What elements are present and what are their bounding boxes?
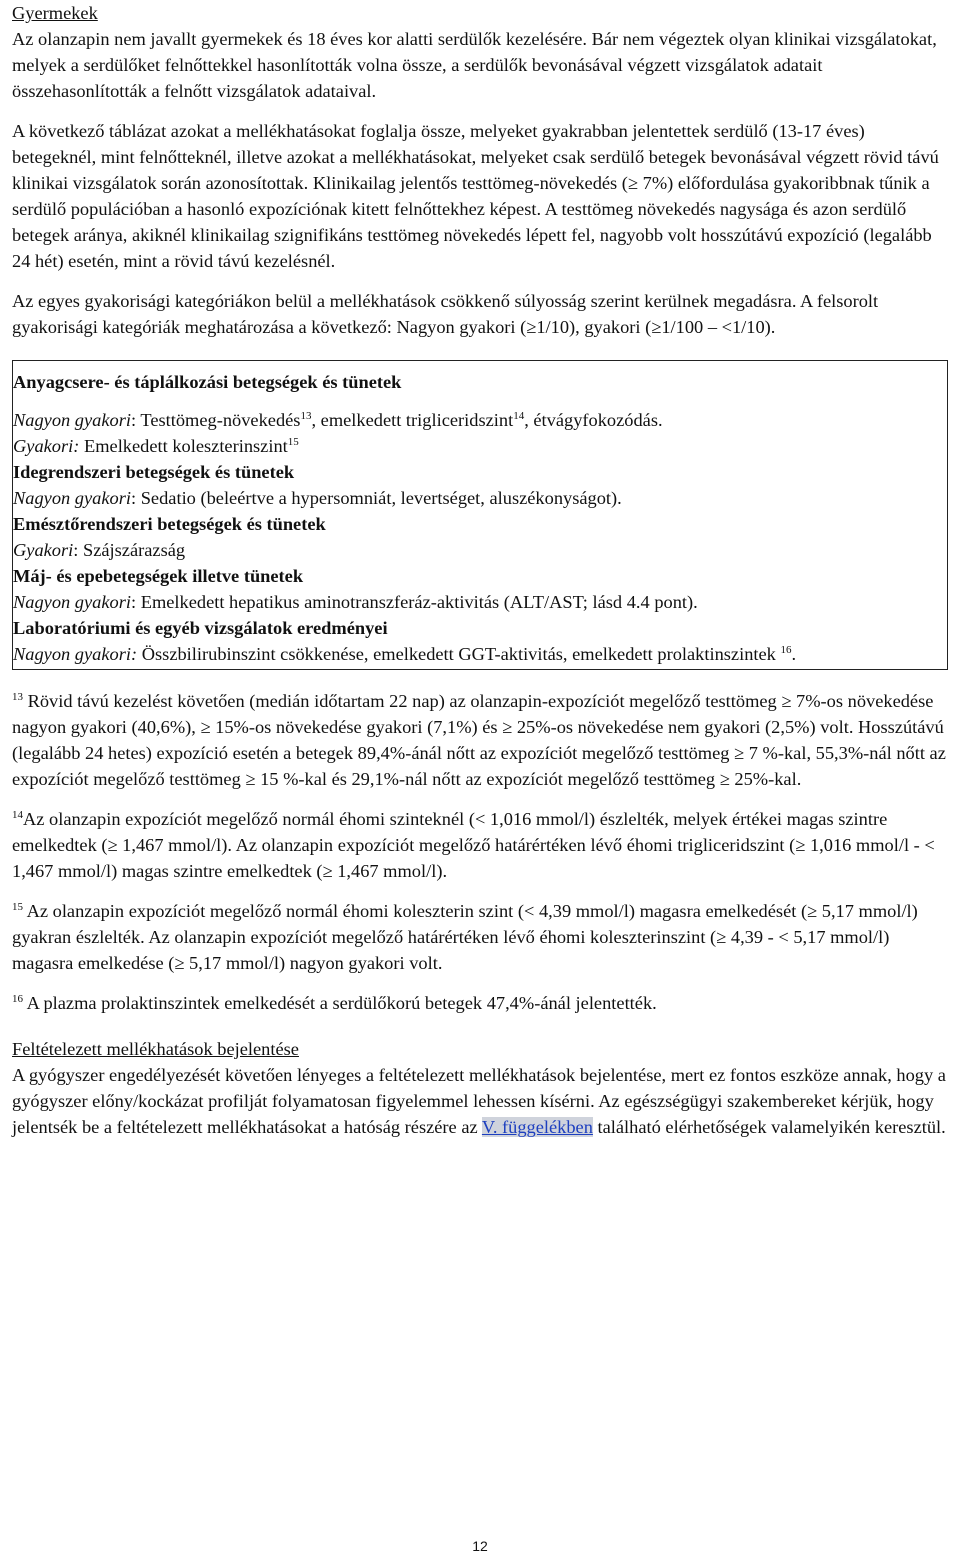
footnote-number: 14 [12, 809, 23, 821]
frequency-label: Nagyon gyakori: [13, 644, 138, 664]
frequency-label: Nagyon gyakori [13, 410, 131, 430]
metabolism-very-common-row: Nagyon gyakori: Testtömeg-növekedés$^{13}$, emelkedett trigliceridszint$^{14}$, étvágyfokozódás. [13, 410, 663, 430]
appendix-v-link[interactable]: V. függelékben [481, 1117, 593, 1137]
children-heading: Gyermekek [12, 3, 98, 23]
liver-heading: Máj- és epebetegségek illetve tünetek [13, 566, 304, 586]
footnote-13: $^{13}$ Rövid távú kezelést követően (medián időtartam 22 nap) az olanzapin-expozíciót megelőző testtömeg ≥ 7%-os növekedése nagyon gyakori (40,6%), ≥ 15%-os növekedése gyakori (7,1%) és ≥ 25%-os növekedése nem gyakori (2,5%) volt. Hosszútávú (legalább 24 hetes) expozíció esetén a betegek 89,4%-ánál nőtt az expozíciót megelőző testtömeg ≥ 7 %-kal, 55,3%-nál nőtt az expozíciót megelőző testtömeg ≥ 15 %-kal és 29,1%-nál nőtt az expozíciót megelőző testtömeg ≥ 25%-kal. [12, 691, 946, 789]
footnote-number: 16 [12, 993, 23, 1005]
reporting-heading: Feltételezett mellékhatások bejelentése [12, 1039, 299, 1059]
metabolism-heading: Anyagcsere- és táplálkozási betegségek és tünetek [13, 372, 402, 392]
page-number: 12 [472, 1538, 488, 1554]
metabolism-common-row: Gyakori: Emelkedett koleszterinszint$^{15}$ [13, 436, 299, 456]
footnote-ref: 16 [780, 644, 792, 656]
frequency-label: Gyakori [13, 540, 74, 560]
nervous-heading: Idegrendszeri betegségek és tünetek [13, 462, 295, 482]
footnote-ref: 15 [287, 436, 299, 448]
frequency-label: Nagyon gyakori [13, 488, 131, 508]
footnote-14: $^{14}$Az olanzapin expozíciót megelőző normál éhomi szinteknél (< 1,016 mmol/l) észlelték, melyek értékei magas szintre emelkedtek (≥ 1,467 mmol/l). Az olanzapin expozíciót megelőző határértéken lévő éhomi trigliceridszint (≥ 1,016 mmol/l - < 1,467 mmol/l) magas szintre emelkedtek (≥ 1,467 mmol/l). [12, 809, 935, 881]
table-intro-paragraph: A következő táblázat azokat a mellékhatásokat foglalja össze, melyeket gyakrabban jelentettek serdülő (13-17 éves) betegeknél, mint felnőtteknél, illetve azokat a mellékhatásokat, melyeket csak serdülő betegek bevonásával végzett rövid távú klinikai vizsgálatok során azonosítottak. Klinikailag jelentős testtömeg-növekedés (≥ 7%) előfordulása gyakoribbnak tűnik a serdülő populációban a hasonló expozíciónak kitett felnőttekhez képest. A testtömeg növekedés nagysága és azon serdülő betegek aránya, akiknél klinikailag szignifikáns testtömeg növekedés lépett fel, nagyobb volt hosszútávú expozíció (legalább 24 hét) esetén, mint a rövid távú kezelésnél. [12, 121, 939, 271]
gi-heading: Emésztőrendszeri betegségek és tünetek [13, 514, 326, 534]
children-paragraph: Az olanzapin nem javallt gyermekek és 18 éves kor alatti serdülők kezelésére. Bár nem végeztek olyan klinikai vizsgálatokat, melyek a serdülőket felnőttekkel hasonlították volna össze, a serdülők bevonásával végzett vizsgálatok adatait összehasonlították a felnőtt vizsgálatok adataival. [12, 29, 937, 101]
footnote-15: $^{15}$ Az olanzapin expozíciót megelőző normál éhomi koleszterin szint (< 4,39 mmol/l) magasra emelkedését (≥ 5,17 mmol/l) gyakran észlelték. Az olanzapin expozíciót megelőző határértéken lévő éhomi koleszterinszint (≥ 4,39 - < 5,17 mmol/l) magasra emelkedése (≥ 5,17 mmol/l) nagyon gyakori volt. [12, 901, 918, 973]
lab-row: Nagyon gyakori: Összbilirubinszint csökkenése, emelkedett GGT-aktivitás, emelkedett prolaktinszintek $^{16}$. [13, 644, 797, 664]
nervous-row: Nagyon gyakori: Sedatio (beleértve a hypersomniát, levertséget, aluszékonyságot). [13, 488, 622, 508]
lab-heading: Laboratóriumi és egyéb vizsgálatok eredményei [13, 618, 388, 638]
gi-row: Gyakori: Szájszárazság [13, 540, 186, 560]
footnote-number: 13 [12, 691, 23, 703]
liver-row: Nagyon gyakori: Emelkedett hepatikus aminotranszferáz-aktivitás (ALT/AST; lásd 4.4 pont). [13, 592, 698, 612]
footnote-ref: 14 [513, 410, 525, 422]
frequency-paragraph: Az egyes gyakorisági kategóriákon belül a mellékhatások csökkenő súlyosság szerint kerülnek megadásra. A felsorolt gyakorisági kategóriák meghatározása a következő: Nagyon gyakori (≥1/10), gyakori (≥1/100 – <1/10). [12, 291, 879, 337]
footnote-16: $^{16}$ A plazma prolaktinszintek emelkedését a serdülőkorú betegek 47,4%-ánál jelentették. [12, 993, 657, 1013]
document-page [12, 0, 948, 1140]
footnote-number: 15 [12, 901, 23, 913]
reporting-paragraph: A gyógyszer engedélyezését követően lényeges a feltételezett mellékhatások bejelentése, mert ez fontos eszköze annak, hogy a gyógyszer előny/kockázat profilját folyamatosan figyelemmel lehessen kísérni. Az egészségügyi szakembereket kérjük, hogy jelentsék be a feltételezett mellékhatásokat a hatóság részére az V. függelékben található elérhetőségek valamelyikén keresztül. [12, 1065, 946, 1137]
frequency-label: Gyakori: [13, 436, 80, 456]
frequency-label: Nagyon gyakori [13, 592, 131, 612]
adverse-reactions-table [12, 360, 948, 670]
footnote-ref: 13 [300, 410, 312, 422]
